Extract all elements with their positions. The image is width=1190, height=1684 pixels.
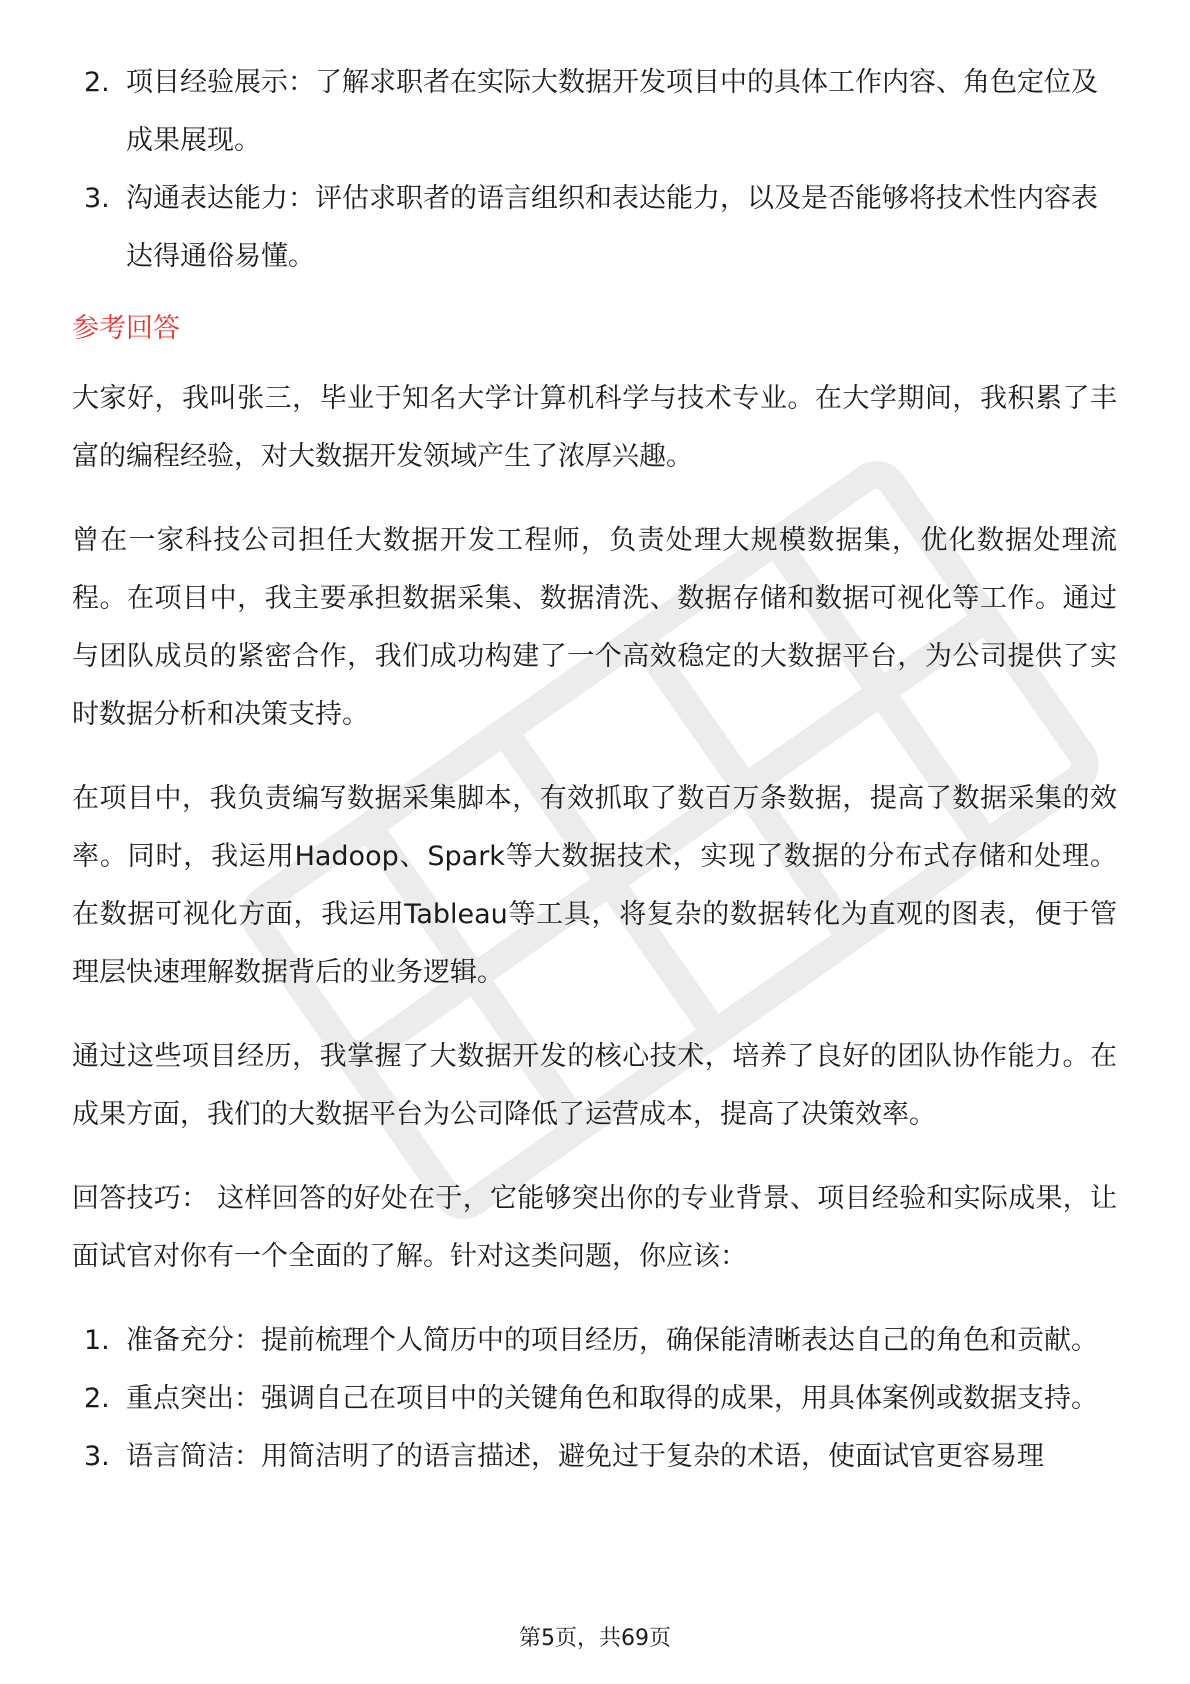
list-item-text: 提前梳理个人简历中的项目经历，确保能清晰表达自己的角色和贡献。 — [261, 1325, 1098, 1356]
paragraph-experience: 曾在一家科技公司担任大数据开发工程师，负责处理大规模数据集，优化数据处理流程。在项目中，我主要承担数据采集、数据清洗、数据存储和数据可视化等工作。通过与团队成员的紧密合作，我们成功构建了一个高效稳定的大数据平台，为公司提供了实时数据分析和决策支持。 — [72, 525, 1117, 730]
list-item — [72, 1370, 1117, 1428]
list-item-text: 评估求职者的语言组织和表达能力，以及是否能够将技术性内容表达得通俗易懂。 — [126, 183, 1098, 272]
list-item-label: 沟通表达能力： — [126, 183, 315, 214]
list-item — [72, 54, 1117, 170]
list-item — [72, 1428, 1117, 1486]
list-item-text: 了解求职者在实际大数据开发项目中的具体工作内容、角色定位及成果展现。 — [126, 67, 1098, 156]
list-item-text: 强调自己在项目中的关键角色和取得的成果，用具体案例或数据支持。 — [261, 1383, 1098, 1414]
list-number: 3. — [84, 1441, 110, 1472]
paragraph-project-details: 在项目中，我负责编写数据采集脚本，有效抓取了数百万条数据，提高了数据采集的效率。同时，我运用Hadoop、Spark等大数据技术，实现了数据的分布式存储和处理。在数据可视化方面，我运用Tableau等工具，将复杂的数据转化为直观的图表，便于管理层快速理解数据背后的业务逻辑。 — [72, 783, 1117, 988]
list-item-label: 重点突出： — [126, 1383, 261, 1414]
list-item-label: 项目经验展示： — [126, 67, 315, 98]
list-item — [72, 170, 1117, 286]
list-number: 2. — [84, 1383, 110, 1414]
paragraph-intro: 大家好，我叫张三，毕业于知名大学计算机科学与技术专业。在大学期间，我积累了丰富的编程经验，对大数据开发领域产生了浓厚兴趣。 — [72, 383, 1117, 472]
page-footer: 第5页，共69页 — [519, 1626, 671, 1651]
list-item-text: 用简洁明了的语言描述，避免过于复杂的术语，使面试官更容易理 — [261, 1441, 1044, 1472]
main-content — [72, 54, 1117, 1486]
list-number: 1. — [84, 1325, 110, 1356]
section-title: 参考回答 — [72, 313, 180, 344]
list-number: 3. — [84, 183, 110, 214]
top-list — [72, 54, 1117, 286]
list-item-label: 准备充分： — [126, 1325, 261, 1356]
paragraph-achievements: 通过这些项目经历，我掌握了大数据开发的核心技术，培养了良好的团队协作能力。在成果方面，我们的大数据平台为公司降低了运营成本，提高了决策效率。 — [72, 1041, 1117, 1130]
list-item — [72, 1312, 1117, 1370]
list-item-label: 语言简洁： — [126, 1441, 261, 1472]
list-number: 2. — [84, 67, 110, 98]
tips-list — [72, 1312, 1117, 1486]
paragraph-tips-intro: 回答技巧： 这样回答的好处在于，它能够突出你的专业背景、项目经验和实际成果，让面试官对你有一个全面的了解。针对这类问题，你应该： — [72, 1183, 1117, 1272]
